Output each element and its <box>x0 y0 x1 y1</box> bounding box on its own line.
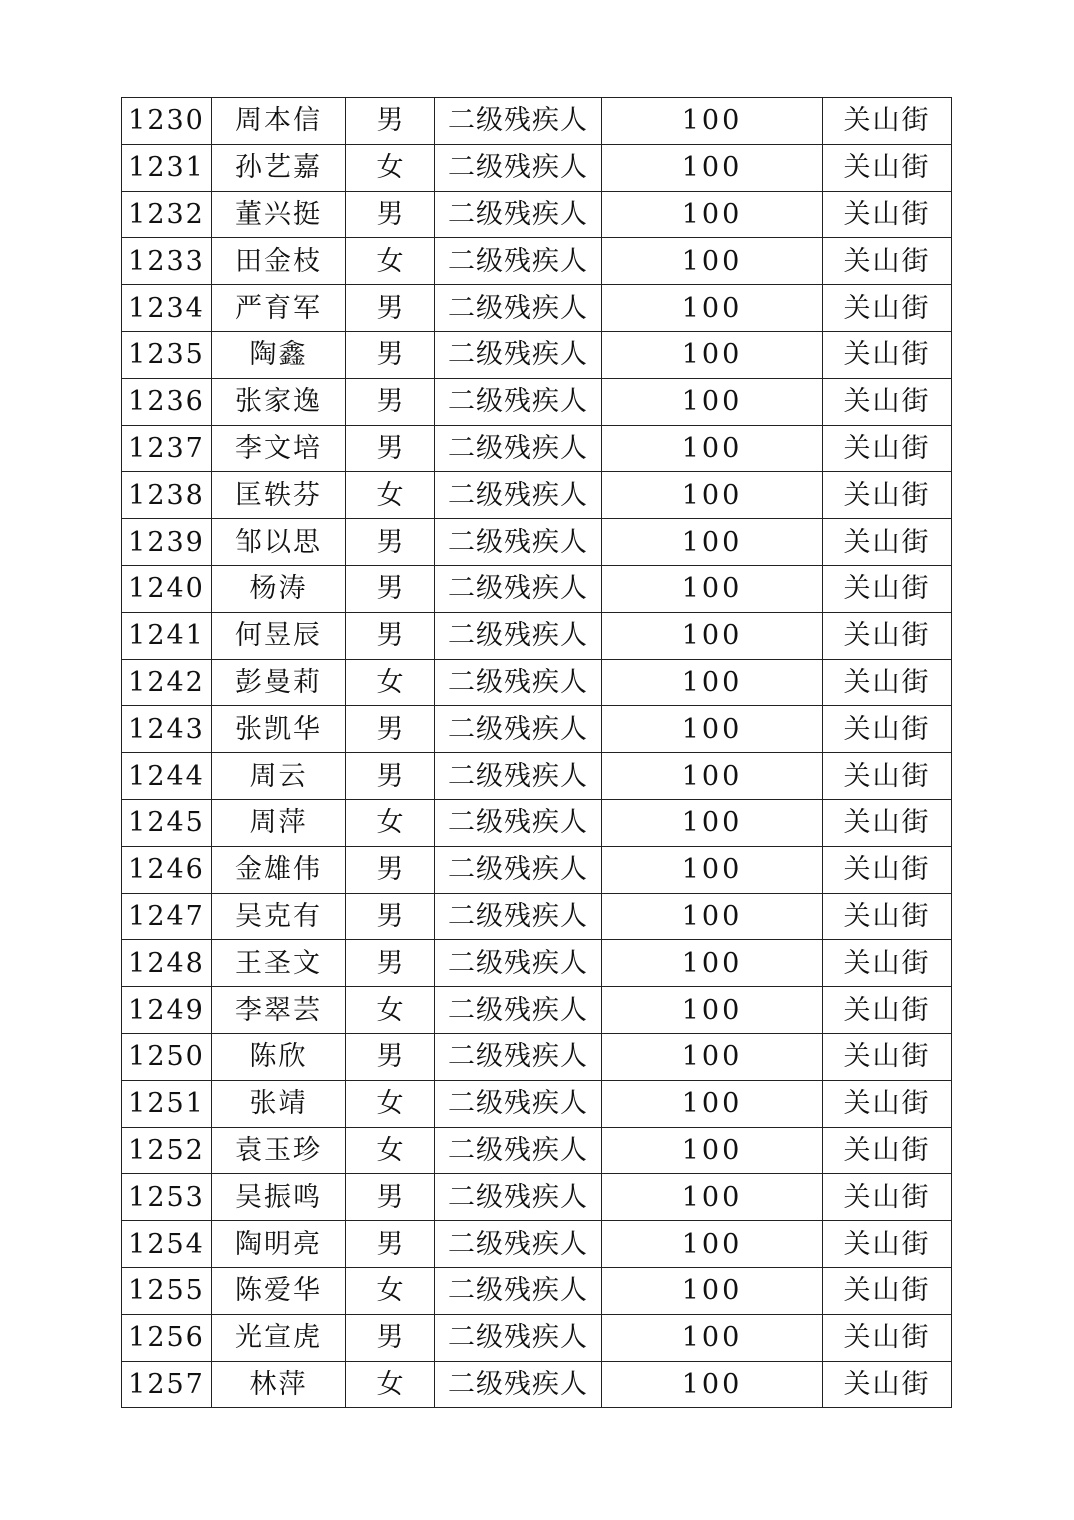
street-cell: 关山街 <box>823 940 952 987</box>
street-cell: 关山街 <box>823 799 952 846</box>
serial-number-cell: 1230 <box>122 98 212 145</box>
street-cell: 关山街 <box>823 1033 952 1080</box>
name-cell: 周云 <box>212 753 346 800</box>
gender-cell: 男 <box>346 331 435 378</box>
table-row <box>122 1314 952 1361</box>
name-cell: 杨涛 <box>212 565 346 612</box>
gender-cell: 女 <box>346 472 435 519</box>
disability-category-cell: 二级残疾人 <box>435 98 602 145</box>
roster-table-body <box>122 98 952 1408</box>
name-cell: 李文培 <box>212 425 346 472</box>
gender-cell: 男 <box>346 846 435 893</box>
disability-category-cell: 二级残疾人 <box>435 1361 602 1408</box>
name-cell: 匡轶芬 <box>212 472 346 519</box>
serial-number-cell: 1254 <box>122 1221 212 1268</box>
table-row <box>122 144 952 191</box>
street-cell: 关山街 <box>823 659 952 706</box>
disability-category-cell: 二级残疾人 <box>435 285 602 332</box>
amount-cell: 100 <box>602 191 823 238</box>
name-cell: 袁玉珍 <box>212 1127 346 1174</box>
serial-number-cell: 1233 <box>122 238 212 285</box>
serial-number-cell: 1256 <box>122 1314 212 1361</box>
serial-number-cell: 1243 <box>122 706 212 753</box>
table-row <box>122 753 952 800</box>
table-row <box>122 425 952 472</box>
disability-category-cell: 二级残疾人 <box>435 1221 602 1268</box>
serial-number-cell: 1236 <box>122 378 212 425</box>
street-cell: 关山街 <box>823 472 952 519</box>
table-row <box>122 1174 952 1221</box>
street-cell: 关山街 <box>823 285 952 332</box>
amount-cell: 100 <box>602 565 823 612</box>
amount-cell: 100 <box>602 1221 823 1268</box>
street-cell: 关山街 <box>823 753 952 800</box>
disability-category-cell: 二级残疾人 <box>435 1127 602 1174</box>
table-row <box>122 1221 952 1268</box>
name-cell: 吴克有 <box>212 893 346 940</box>
serial-number-cell: 1255 <box>122 1267 212 1314</box>
amount-cell: 100 <box>602 472 823 519</box>
amount-cell: 100 <box>602 378 823 425</box>
amount-cell: 100 <box>602 519 823 566</box>
name-cell: 光宣虎 <box>212 1314 346 1361</box>
serial-number-cell: 1245 <box>122 799 212 846</box>
gender-cell: 男 <box>346 612 435 659</box>
table-row <box>122 940 952 987</box>
disability-category-cell: 二级残疾人 <box>435 331 602 378</box>
street-cell: 关山街 <box>823 238 952 285</box>
name-cell: 吴振鸣 <box>212 1174 346 1221</box>
gender-cell: 男 <box>346 378 435 425</box>
amount-cell: 100 <box>602 1361 823 1408</box>
gender-cell: 男 <box>346 98 435 145</box>
name-cell: 林萍 <box>212 1361 346 1408</box>
disability-category-cell: 二级残疾人 <box>435 1033 602 1080</box>
table-row <box>122 706 952 753</box>
street-cell: 关山街 <box>823 1174 952 1221</box>
disability-category-cell: 二级残疾人 <box>435 565 602 612</box>
street-cell: 关山街 <box>823 706 952 753</box>
serial-number-cell: 1234 <box>122 285 212 332</box>
name-cell: 董兴挺 <box>212 191 346 238</box>
disability-category-cell: 二级残疾人 <box>435 659 602 706</box>
street-cell: 关山街 <box>823 565 952 612</box>
gender-cell: 男 <box>346 191 435 238</box>
gender-cell: 男 <box>346 753 435 800</box>
gender-cell: 女 <box>346 987 435 1034</box>
disability-category-cell: 二级残疾人 <box>435 987 602 1034</box>
name-cell: 周本信 <box>212 98 346 145</box>
disability-category-cell: 二级残疾人 <box>435 378 602 425</box>
street-cell: 关山街 <box>823 1080 952 1127</box>
serial-number-cell: 1252 <box>122 1127 212 1174</box>
disability-category-cell: 二级残疾人 <box>435 425 602 472</box>
street-cell: 关山街 <box>823 425 952 472</box>
amount-cell: 100 <box>602 98 823 145</box>
amount-cell: 100 <box>602 987 823 1034</box>
amount-cell: 100 <box>602 331 823 378</box>
name-cell: 邹以思 <box>212 519 346 566</box>
amount-cell: 100 <box>602 612 823 659</box>
street-cell: 关山街 <box>823 893 952 940</box>
disability-category-cell: 二级残疾人 <box>435 846 602 893</box>
gender-cell: 男 <box>346 519 435 566</box>
gender-cell: 女 <box>346 1267 435 1314</box>
name-cell: 陈欣 <box>212 1033 346 1080</box>
gender-cell: 男 <box>346 285 435 332</box>
disability-category-cell: 二级残疾人 <box>435 753 602 800</box>
disability-category-cell: 二级残疾人 <box>435 238 602 285</box>
street-cell: 关山街 <box>823 1267 952 1314</box>
disability-category-cell: 二级残疾人 <box>435 191 602 238</box>
street-cell: 关山街 <box>823 1361 952 1408</box>
disability-category-cell: 二级残疾人 <box>435 1080 602 1127</box>
table-row <box>122 378 952 425</box>
street-cell: 关山街 <box>823 519 952 566</box>
amount-cell: 100 <box>602 659 823 706</box>
disability-category-cell: 二级残疾人 <box>435 1174 602 1221</box>
amount-cell: 100 <box>602 285 823 332</box>
street-cell: 关山街 <box>823 378 952 425</box>
name-cell: 李翠芸 <box>212 987 346 1034</box>
table-row <box>122 1080 952 1127</box>
street-cell: 关山街 <box>823 331 952 378</box>
name-cell: 田金枝 <box>212 238 346 285</box>
name-cell: 何昱辰 <box>212 612 346 659</box>
table-row <box>122 472 952 519</box>
gender-cell: 男 <box>346 893 435 940</box>
disability-category-cell: 二级残疾人 <box>435 144 602 191</box>
table-row <box>122 565 952 612</box>
gender-cell: 女 <box>346 1080 435 1127</box>
name-cell: 彭曼莉 <box>212 659 346 706</box>
name-cell: 金雄伟 <box>212 846 346 893</box>
gender-cell: 男 <box>346 565 435 612</box>
amount-cell: 100 <box>602 706 823 753</box>
table-row <box>122 612 952 659</box>
name-cell: 陈爱华 <box>212 1267 346 1314</box>
amount-cell: 100 <box>602 1080 823 1127</box>
amount-cell: 100 <box>602 238 823 285</box>
table-row <box>122 846 952 893</box>
disability-category-cell: 二级残疾人 <box>435 472 602 519</box>
serial-number-cell: 1240 <box>122 565 212 612</box>
table-row <box>122 285 952 332</box>
serial-number-cell: 1239 <box>122 519 212 566</box>
serial-number-cell: 1244 <box>122 753 212 800</box>
disability-category-cell: 二级残疾人 <box>435 893 602 940</box>
table-row <box>122 1127 952 1174</box>
street-cell: 关山街 <box>823 612 952 659</box>
table-row <box>122 519 952 566</box>
serial-number-cell: 1231 <box>122 144 212 191</box>
gender-cell: 女 <box>346 238 435 285</box>
street-cell: 关山街 <box>823 144 952 191</box>
serial-number-cell: 1247 <box>122 893 212 940</box>
street-cell: 关山街 <box>823 1314 952 1361</box>
amount-cell: 100 <box>602 425 823 472</box>
gender-cell: 女 <box>346 144 435 191</box>
gender-cell: 男 <box>346 1174 435 1221</box>
street-cell: 关山街 <box>823 1221 952 1268</box>
gender-cell: 女 <box>346 1361 435 1408</box>
table-row <box>122 799 952 846</box>
serial-number-cell: 1246 <box>122 846 212 893</box>
serial-number-cell: 1235 <box>122 331 212 378</box>
amount-cell: 100 <box>602 144 823 191</box>
table-row <box>122 331 952 378</box>
serial-number-cell: 1238 <box>122 472 212 519</box>
serial-number-cell: 1248 <box>122 940 212 987</box>
name-cell: 严育军 <box>212 285 346 332</box>
disability-category-cell: 二级残疾人 <box>435 706 602 753</box>
street-cell: 关山街 <box>823 98 952 145</box>
name-cell: 周萍 <box>212 799 346 846</box>
name-cell: 陶鑫 <box>212 331 346 378</box>
disability-category-cell: 二级残疾人 <box>435 940 602 987</box>
gender-cell: 男 <box>346 940 435 987</box>
amount-cell: 100 <box>602 940 823 987</box>
serial-number-cell: 1251 <box>122 1080 212 1127</box>
serial-number-cell: 1250 <box>122 1033 212 1080</box>
table-row <box>122 893 952 940</box>
street-cell: 关山街 <box>823 846 952 893</box>
table-row <box>122 987 952 1034</box>
gender-cell: 男 <box>346 425 435 472</box>
disability-category-cell: 二级残疾人 <box>435 519 602 566</box>
gender-cell: 女 <box>346 659 435 706</box>
name-cell: 孙艺嘉 <box>212 144 346 191</box>
amount-cell: 100 <box>602 893 823 940</box>
gender-cell: 男 <box>346 1314 435 1361</box>
table-row <box>122 238 952 285</box>
table-row <box>122 1267 952 1314</box>
gender-cell: 男 <box>346 706 435 753</box>
street-cell: 关山街 <box>823 1127 952 1174</box>
amount-cell: 100 <box>602 1174 823 1221</box>
serial-number-cell: 1241 <box>122 612 212 659</box>
name-cell: 王圣文 <box>212 940 346 987</box>
table-row <box>122 659 952 706</box>
amount-cell: 100 <box>602 1267 823 1314</box>
serial-number-cell: 1253 <box>122 1174 212 1221</box>
name-cell: 陶明亮 <box>212 1221 346 1268</box>
gender-cell: 女 <box>346 1127 435 1174</box>
disability-category-cell: 二级残疾人 <box>435 1267 602 1314</box>
street-cell: 关山街 <box>823 987 952 1034</box>
table-row <box>122 1361 952 1408</box>
serial-number-cell: 1257 <box>122 1361 212 1408</box>
serial-number-cell: 1249 <box>122 987 212 1034</box>
name-cell: 张家逸 <box>212 378 346 425</box>
amount-cell: 100 <box>602 753 823 800</box>
disability-category-cell: 二级残疾人 <box>435 799 602 846</box>
name-cell: 张凯华 <box>212 706 346 753</box>
disability-category-cell: 二级残疾人 <box>435 612 602 659</box>
amount-cell: 100 <box>602 1314 823 1361</box>
gender-cell: 女 <box>346 799 435 846</box>
name-cell: 张靖 <box>212 1080 346 1127</box>
amount-cell: 100 <box>602 799 823 846</box>
serial-number-cell: 1237 <box>122 425 212 472</box>
gender-cell: 男 <box>346 1221 435 1268</box>
serial-number-cell: 1242 <box>122 659 212 706</box>
amount-cell: 100 <box>602 1033 823 1080</box>
table-row <box>122 98 952 145</box>
street-cell: 关山街 <box>823 191 952 238</box>
gender-cell: 男 <box>346 1033 435 1080</box>
disability-category-cell: 二级残疾人 <box>435 1314 602 1361</box>
serial-number-cell: 1232 <box>122 191 212 238</box>
table-row <box>122 1033 952 1080</box>
amount-cell: 100 <box>602 1127 823 1174</box>
roster-table <box>121 97 952 1408</box>
amount-cell: 100 <box>602 846 823 893</box>
table-row <box>122 191 952 238</box>
